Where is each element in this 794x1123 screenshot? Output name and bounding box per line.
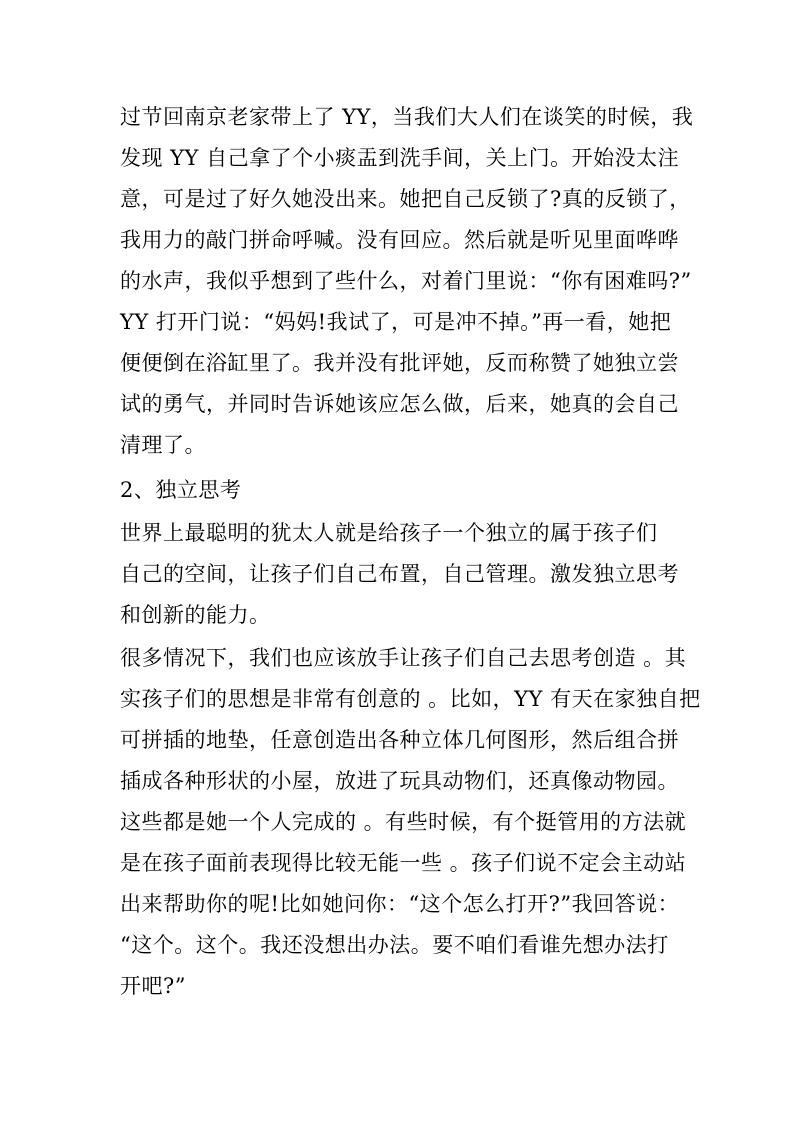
text-line: 实孩子们的思想是非常有创意的 。比如，YY 有天在家独自把 xyxy=(120,687,701,711)
text-line: 发现 YY 自己拿了个小痰盂到洗手间，关上门。开始没太注 xyxy=(120,146,680,170)
text-line: 出来帮助你的呢!比如她问你：“这个怎么打开?”我回答说： xyxy=(120,892,680,916)
text-line: 插成各种形状的小屋，放进了玩具动物们，还真像动物园。 xyxy=(120,769,679,793)
text-line: 试的勇气，并同时告诉她该应怎么做，后来，她真的会自己 xyxy=(120,392,679,416)
text-line: 很多情况下，我们也应该放手让孩子们自己去思考创造 。其 xyxy=(120,646,687,670)
text-line: 这些都是她一个人完成的 。有些时候，有个挺管用的方法就 xyxy=(120,810,687,834)
text-line: 意，可是过了好久她没出来。她把自己反锁了?真的反锁了， xyxy=(120,187,691,211)
text-line: 可拼插的地垫，任意创造出各种立体几何图形，然后组合拼 xyxy=(120,728,679,752)
text-line: 开吧?” xyxy=(120,974,186,998)
text-line: 的水声，我似乎想到了些什么，对着门里说：“你有困难吗?” xyxy=(120,269,692,293)
text-line: “这个。这个。我还没想出办法。要不咱们看谁先想办法打 xyxy=(120,933,669,957)
text-line: 是在孩子面前表现得比较无能一些 。孩子们说不定会主动站 xyxy=(120,851,687,875)
text-line: 和创新的能力。 xyxy=(120,603,271,627)
text-line: 便便倒在浴缸里了。我并没有批评她，反而称赞了她独立尝 xyxy=(120,351,679,375)
text-line: 过节回南京老家带上了 YY，当我们大人们在谈笑的时候，我 xyxy=(120,105,694,129)
text-line: 清理了。 xyxy=(120,433,206,457)
text-line: YY 打开门说：“妈妈!我试了，可是冲不掉。”再一看，她把 xyxy=(120,310,672,334)
section-heading: 2、独立思考 xyxy=(120,478,242,502)
text-line: 我用力的敲门拼命呼喊。没有回应。然后就是听见里面哗哗 xyxy=(120,228,679,252)
text-line: 世界上最聪明的犹太人就是给孩子一个独立的属于孩子们 xyxy=(120,521,658,545)
text-line: 自己的空间，让孩子们自己布置，自己管理。激发独立思考 xyxy=(120,562,679,586)
